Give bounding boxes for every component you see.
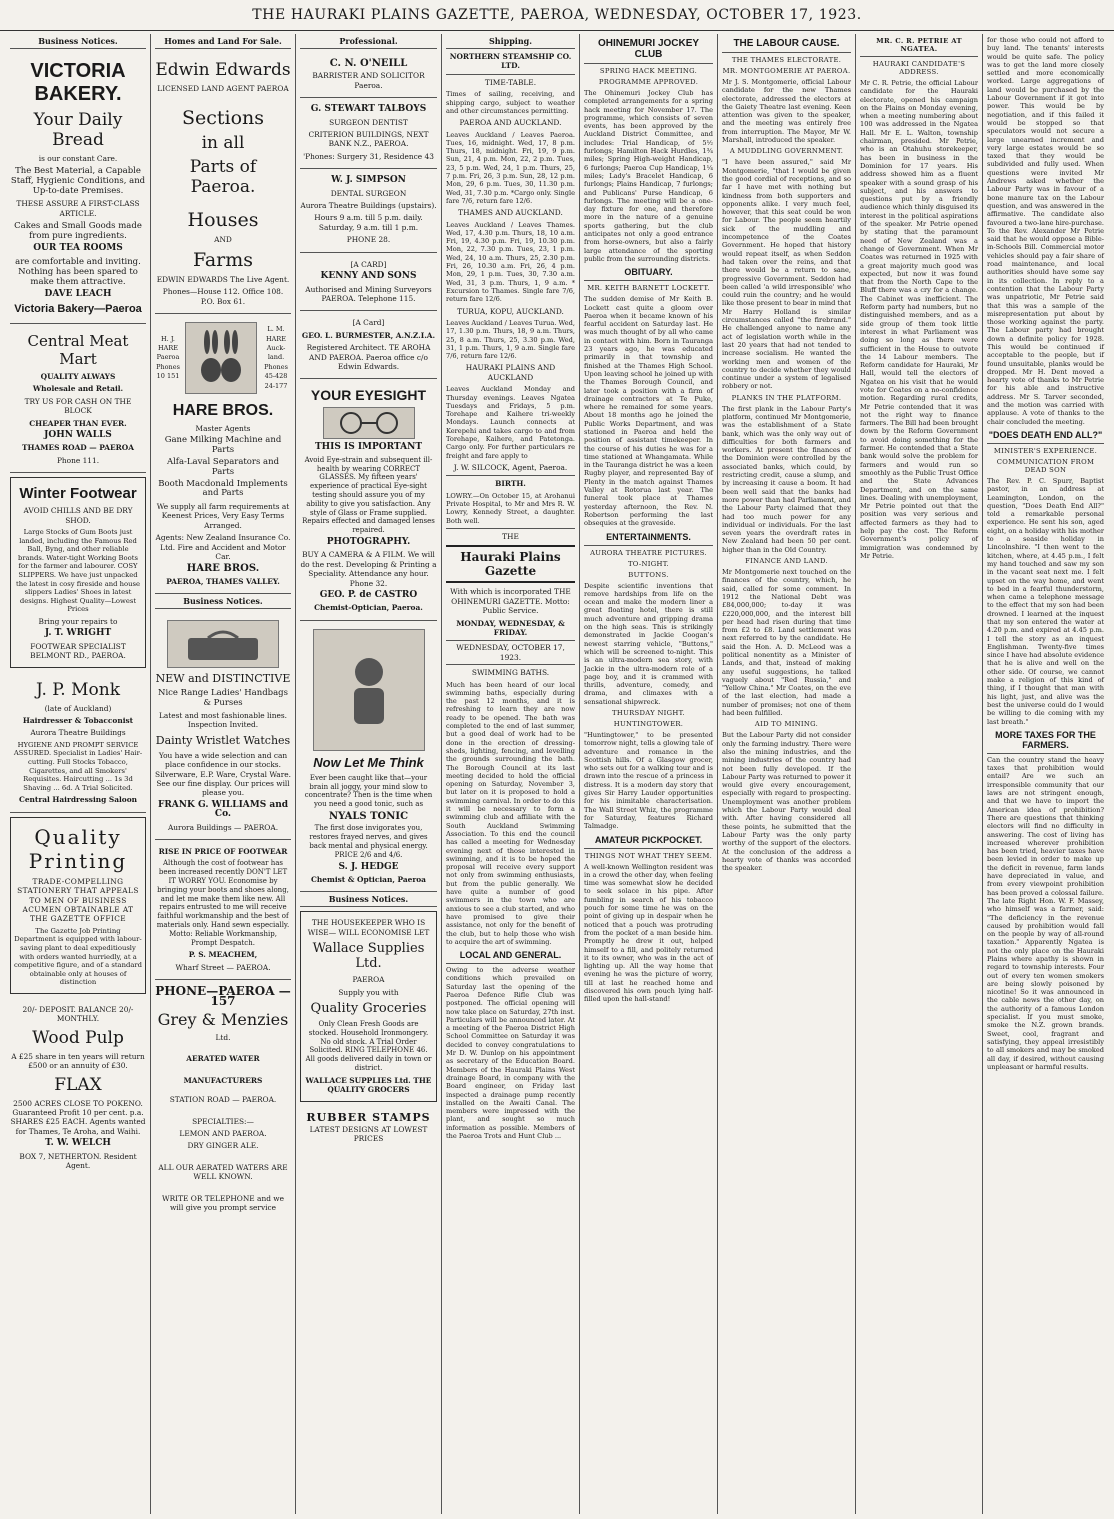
ad-title: Dainty Wristlet Watches: [155, 733, 291, 747]
ad-text: HARE BROS.: [186, 563, 260, 575]
section-header: Homes and Land For Sale.: [155, 34, 291, 49]
ad-text: Registered Architect. TE AROHA AND PAEROA. Paeroa office c/o Edwin Edwards.: [306, 343, 431, 371]
article-title: AMATEUR PICKPOCKET.: [584, 835, 713, 849]
shipping-route: PAEROA AND AUCKLAND.: [459, 118, 562, 128]
ad-text: [A CARD]: [350, 259, 387, 269]
article-body: Mr Montgomerie next touched on the finances of the country, which, he said, called for some comment. In 1912 the National Debt was £84,000,000; to-day it was £220,000,000, and the interest bill per head had risen during that time from £2 to £8. Land settlement was next referred to by the candidate. He said the Hon. A. D. McLeod was a political nonentity as a Minister of Lands, and that, instead of making any useful suggestions, he talked vaguely about "Red Russia," and "Yellow China." Mr Coates, on the eve of the last election, had made a number of promises; not one of them had been fulfilled.: [722, 568, 851, 718]
ad-title: Grey & Menzies: [157, 1010, 289, 1029]
ad-grey-menzies: [155, 980, 291, 1219]
ad-text: STATION ROAD — PAEROA.: [169, 1095, 277, 1105]
ad-text: are comfortable and inviting. Nothing has been spared to make them attractive.: [15, 256, 141, 287]
shipping-route: THAMES AND AUCKLAND.: [458, 208, 563, 218]
shipping-route: HAURAKI PLAINS AND AUCKLAND: [465, 363, 556, 382]
flag-date: WEDNESDAY, OCTOBER 17, 1923.: [446, 640, 575, 665]
ad-text: We supply all farm requirements at Keenest Prices, Very Easy Terms Arranged.: [156, 501, 290, 530]
rabbits-illustration: [185, 322, 257, 394]
spectacles-icon: [329, 411, 409, 435]
ad-text: in all: [201, 133, 245, 154]
ad-text: FOOTWEAR SPECIALIST BELMONT RD., PAEROA.: [30, 641, 126, 661]
ad-text: Latest and most fashionable lines. Inspection Invited.: [158, 710, 288, 730]
article-body: Much has been heard of our local swimming baths, especially during the past 12 months, and it is refreshing to learn they are now ready to be opened. The bath was completed to the end of last summer, but a good deal of work had to be done in the erection of dressing-sheds, lighting, fencing, and levelling the grounds surrounding the bath. The Borough Council at its last meeting decided to hold the official opening on Saturday, November 3, but later on it is proposed to hold a swimming carnival. In order to do this it will be necessary to form a swimming club and affiliate with the South Auckland Swimming Association. To this end the council has called a meeting for Wednesday evening next of those interested in swimming, and it is to be hoped the proposal will receive every support not only from swimming enthusiasts, but from the public generally. We have quite a number of good swimmers in the town who are anxious to see a club started, and who have promised to give their assistance, not only for the benefit of the club, but to help those who wish to acquire the art of swimming.: [446, 680, 575, 946]
ad-title: RUBBER STAMPS: [306, 1110, 431, 1124]
ad-text: THAMES ROAD — PAEROA: [22, 443, 134, 453]
article-body: "I have been assured," said Mr Montgomerie, "that I would be given the good cordial of receptions, and so far I have met with nothing but kindness from both supporters and opponents alike. I very much feel, however, that this seat could be won for Labour. The people seem heartily sick of the muddling and incompetence of the Coates Government. He hoped that history would repeat itself, as when Seddon had taken over the reins, and that there would be a return to sane, progressive Government. Seddon had been called 'a wild irresponsible' who could ruin the country; and he would like those present to bear in mind that Mr Harry Holland is similar circumstances called "the firebrand." He challenged anyone to name any act of legislation worth while in the last 20 years that had not tended to increase socialism. He wanted the working men and women of the country to decide whether they would continue under a system of legalised robbery or not.: [722, 158, 851, 391]
article-title: THE LABOUR CAUSE.: [722, 38, 851, 53]
masthead: THE HAURAKI PLAINS GAZETTE, PAEROA, WEDNESDAY, OCTOBER 17, 1923.: [0, 0, 1114, 31]
ad-title: Winter Footwear: [19, 485, 137, 503]
ad-text: Alfa-Laval Separators and Parts: [166, 457, 280, 477]
ad-text: TRADE-COMPELLING STATIONERY THAT APPEALS TO MEN OF BUSINESS ACUMEN OBTAINABLE AT THE GAZETTE OFFICE: [17, 876, 139, 924]
ad-text: H. J. HARE Paeroa Phones 10 151: [156, 334, 180, 381]
ad-title: Edwin Edwards: [155, 60, 291, 80]
ad-text: Chemist & Optician, Paeroa: [311, 874, 426, 884]
ad-wallace-supplies: [300, 911, 437, 1101]
ad-text: DAVE LEACH: [44, 288, 112, 299]
section-header: Professional.: [300, 34, 437, 49]
ad-kenny: [300, 253, 437, 312]
article-subtitle: HAURAKI CANDIDATE'S ADDRESS.: [872, 60, 966, 76]
ad-text: A £25 share in ten years will return £500 or an annuity of £30.: [11, 1051, 145, 1071]
ad-eyesight: [300, 379, 437, 620]
shipping-company: NORTHERN STEAMSHIP CO. LTD.: [449, 52, 572, 71]
ad-title: FLAX: [54, 1074, 102, 1095]
thinking-man-icon: [334, 650, 404, 730]
ad-text: Wholesale and Retail.: [32, 384, 124, 394]
ad-quality-printing: [10, 817, 146, 994]
ad-text: ALL OUR AERATED WATERS ARE WELL KNOWN.: [158, 1162, 288, 1182]
ad-text: S. J. HEDGE: [338, 861, 399, 872]
ad-text: L. M. HARE Auck-land. Phones 45-428 24-177: [264, 325, 288, 390]
article-subtitle: THINGS NOT WHAT THEY SEEM.: [584, 851, 713, 860]
ad-title: G. STEWART TALBOYS: [310, 104, 427, 115]
ad-text: Chemist-Optician, Paeroa.: [314, 603, 423, 613]
article-body: The Rev. P. C. Spurr, Baptist pastor, in an address at Leamington, London, on the question, "Does Death End All?" told a remarkable personal experience. He sent his son, aged eight, on a holiday with his mother to a seaside holiday in Lincolnshire. "I then went to the kitchen, where, at 4.45 p.m., I felt my hand touched and saw my son in the vacant seat next me. I felt upset on the way home, and went to bed in a fearful thunderstorm, when came a telephone message to the effect that my son had been drowned. I learned at the inquest that my son entered the water at 4.20 p.m. and expired at 4.45 p.m. I tell the story as an inquest Englishman. Twenty-five times since I have had absolute evidence that he is alive and well on the other side. Of course, we cannot make a religion of this kind of thing, if I thought that man with his light, just, and alive was the best the universe could do I would be willing to die coming with my last breath.": [987, 476, 1104, 726]
article-subtitle: SPRING HACK MEETING.: [599, 67, 698, 75]
article-subtitle: PROGRAMME APPROVED.: [598, 78, 699, 86]
ad-text: The Best Material, a Capable Staff, Hygienic Conditions, and Up-to-date Premises.: [10, 166, 146, 197]
ad-jp-monk: [10, 672, 146, 813]
article-body: The Ohinemuri Jockey Club has completed arrangements for a spring hack meeting for November 17. The programme, which consists of seven events, has been approved by the Auckland District Committee, and includes: Trial Handicap, of 5½ furlongs; Hamilton Hack Hurdles, 1¾ miles; Spring High-weight Handicap, 6 furlongs; Paeroa Cup Handicap, 1¼ miles; Lady's Bracelet Handicap, 6 furlongs; Plains Handicap, 7 furlongs; and Publicans' Purse Handicap, 6 furlongs. The meeting will be a one-day fixture for one, and therefore more in the nature of a genuine sports gathering, but the club anticipates not only a good entrance from horse-owners, but also a fairly large attendance of the sporting public from the surrounding districts.: [584, 89, 713, 263]
ad-title: Wood Pulp: [32, 1027, 124, 1048]
article-subtitle: BUTTONS.: [628, 570, 669, 579]
ad-text: Farms: [192, 248, 254, 271]
ad-text: MANUFACTURERS: [183, 1075, 263, 1085]
ad-text: Ever been caught like that—your brain all joggy, your mind slow to concentrate? Then is the time when you need a good tonic, such as: [304, 773, 433, 809]
ad-text: Aurora Theatre Buildings (upstairs).: [300, 201, 437, 211]
ad-text: OUR TEA ROOMS: [33, 243, 123, 254]
ad-text: Gane Milking Machine and Parts: [164, 435, 282, 455]
ad-hare-bros: [155, 314, 291, 594]
ad-text: PHONE—PAEROA —157: [155, 984, 291, 1008]
ad-text: Sections: [181, 107, 265, 130]
ad-text: THIS IS IMPORTANT: [314, 442, 423, 453]
article-body: The first plank in the Labour Party's platform, continued Mr Montgomerie, was the establishment of a State bank, which was the only way out of difficulties for both farmers and workers. At present the finances of the Dominion were controlled by the associated banks, which could, by restricting credit, cause a slump, and by increasing it cause a boom. It had been well said that the banks had more power than had Parliament, and the Labour Party claimed that they had too much power for any individual or individuals. For the last seven years the overdraft rates in New Zealand had been 50 per cent. higher than in the Old Country.: [722, 404, 851, 554]
ad-text: JOHN WALLS: [44, 430, 112, 441]
ad-text: THE HOUSEKEEPER WHO IS WISE— WILL ECONOMISE LET: [307, 918, 430, 937]
article-body: "Huntingtower," to be presented tomorrow night, tells a glowing tale of adventure and romance in the Scottish hills. Of a Glasgow grocer, who sets out for a walking tour and is drawn into the rescue of a princess in distress. It is a modern day story that gives Sir Harry Lauder opportunities for his inimitable characterisation. The Wall Street Whiz, the programme for Saturday, features Richard Talmadge.: [584, 731, 713, 831]
ad-simpson: [300, 169, 437, 252]
article-title: SWIMMING BATHS.: [471, 668, 550, 678]
ad-text: CHEAPER THAN EVER.: [29, 418, 127, 428]
article-title: OBITUARY.: [584, 267, 713, 281]
ad-burmester: [300, 311, 437, 379]
ad-text: SURGEON DENTIST: [329, 117, 408, 127]
ad-text: NYALS TONIC: [328, 810, 409, 822]
article-subtitle: A MUDDLING GOVERNMENT.: [729, 147, 844, 156]
ad-text: Phone 111.: [56, 455, 100, 465]
ad-text: PAEROA, THAMES VALLEY.: [166, 576, 280, 586]
shipping-route: TURUA, KOPU, AUCKLAND.: [457, 306, 564, 316]
ad-text: Houses: [187, 209, 259, 232]
article-subtitle: AID TO MINING.: [754, 720, 819, 729]
ad-title: VICTORIA BAKERY.: [30, 60, 126, 105]
ad-text: QUALITY ALWAYS: [40, 372, 116, 382]
section-header: Business Notices.: [300, 892, 437, 907]
article-body: But the Labour Party did not consider only the farming industry. There were also the mining industries, and the mining industries of the country had not been fully developed. If the Labour Party was returned to power it would give every encouragement, especially with regard to prospecting. Unemployment was another problem which the Labour Party would deal with. After having considered all these points, he submitted that the Labour Party was the only party worthy of the support of the electors. At the conclusion of the address a hearty vote of thanks was accorded the speaker.: [722, 731, 851, 873]
ad-oneill: [300, 52, 437, 98]
ad-text: PHONE 28.: [346, 235, 391, 245]
column-labour-cause: [718, 34, 856, 1514]
birth-title: BIRTH.: [495, 479, 526, 489]
section-header: Shipping.: [446, 34, 575, 49]
ad-title: HARE BROS.: [172, 402, 274, 420]
article-subtitle: HUNTINGTOWER.: [613, 720, 684, 728]
ad-text: Supply you with: [338, 987, 399, 997]
ad-text: 20/- DEPOSIT. BALANCE 20/- MONTHLY.: [22, 1005, 134, 1024]
ad-text: [A Card]: [352, 318, 385, 328]
column-petrie: [856, 34, 983, 1514]
handbag-icon: [178, 626, 268, 662]
flag-days: MONDAY, WEDNESDAY, & FRIDAY.: [456, 618, 565, 637]
shipping-subtitle: TIME-TABLE.: [484, 77, 537, 87]
ad-rubber-stamps: [300, 1106, 437, 1151]
article-body: for those who could not afford to buy land. The tenants' interests would be quite safe. The policy was to get the land more closely settled and more economically worked. Large aggregations of land would be purchased by the Labour Government if it got into power. This would be by negotiation, and if this failed it would be stopped so that speculators would not secure a large unearned increment and very large estates would be so taxed that they would be subdivided and fully used. When questions were invited Mr Andrews asked whether the Labour Party was in favour of a bone manure tax on the Labour question, and was answered in the affirmative. The candidate also favoured a two-lane hire-purchase. To the Rev. Alexander Mr Petrie said that he would oppose a Bible-in-Schools Bill. Commercial motor vehicles should pay a fair share of road maintenance, and local authorities should have some say in its collection. In reply to a contention that the Labour Party was unpatriotic, Mr Petrie said that this was a sample of the misrepresentation put about by those working against the party. The Labour party had brought down a definite policy for 1928. This would be continued if acceptable to the people, but if found unsuitable, planks would be dropped. Mr H. Dent moved a hearty vote of thanks to Mr Petrie for his able and instructive address. Mr S. Tarver seconded, and the motion was carried with applause. A vote of thanks to the chair concluded the meeting.: [987, 36, 1104, 426]
column-homes-and-land: [151, 34, 296, 1514]
ad-text: Aurora Theatre Buildings: [30, 728, 126, 738]
ad-title: GEO. L. BURMESTER, A.N.Z.I.A.: [301, 330, 436, 340]
ad-text: Ltd.: [215, 1033, 231, 1042]
handbag-illustration: [167, 620, 279, 668]
ad-title: C. N. O'NEILL: [329, 58, 408, 69]
ad-signature: Victoria Bakery—Paeroa: [14, 303, 142, 316]
ad-nyals-tonic: [300, 621, 437, 893]
ad-text: Only Clean Fresh Goods are stocked. Household Ironmongery. No old stock. A Trial Order Solicited. RING TELEPHONE 46. All goods delivered daily in town or district.: [305, 1019, 432, 1072]
shipping-text: Times of sailing, receiving, and shipping cargo, subject to weather and other circumstances permitting.: [446, 90, 575, 115]
article-title: LOCAL AND GENERAL.: [446, 950, 575, 964]
ad-title: Central Meat Mart: [27, 332, 129, 369]
article-subtitle: MR. KEITH BARNETT LOCKETT.: [587, 284, 710, 293]
ad-title: Wallace Supplies Ltd.: [312, 941, 425, 972]
article-subtitle: COMMUNICATION FROM DEAD SON: [996, 457, 1095, 474]
article-subtitle: THURSDAY NIGHT.: [612, 709, 685, 717]
ad-text: Large Stocks of Gum Boots just landed, including the Famous Red Ball, Byng, and other reliable brands. Water-tight Working Boots for the farmer and labourer. COSY SLIPPERS. We have just unpacked the latest in cosy fireside and house slippers Ladies' Shoes in latest designs. Highest Quality—Lowest Prices: [15, 528, 141, 614]
ad-talboys: [300, 98, 437, 169]
ad-text: Authorised and Mining Surveyors PAEROA. Telephone 115.: [305, 284, 432, 303]
ad-text: DENTAL SURGEON: [330, 188, 407, 198]
section-header: Business Notices.: [10, 34, 146, 49]
ad-text: 'Phones: Surgery 31, Residence 43: [303, 151, 434, 161]
thinking-man-illustration: [313, 629, 425, 751]
ad-edwin-edwards: [155, 52, 291, 314]
article-title: "DOES DEATH END ALL?": [987, 430, 1104, 444]
article-body: Despite scientific inventions that remove hardships from life on the ocean and make the modern liner a great floating hotel, there is still much adventure and gripping drama on the high seas. This is strikingly demonstrated in Jackie Coogan's newest starring vehicle, "Buttons," which will be screened to-night. This is an ultra-modern sea story, with Jackie in the ultra-modern role of a page boy, and it is crammed with thrills, adventure, comedy, and drama, and climaxes with a sensational shipwreck.: [584, 581, 713, 706]
shipping-schedule: Leaves Auckland / Leaves Turua. Wed, 17, 1.30 p.m. Thurs, 18, 9 a.m. Thurs, 25, 8 a.m. Thurs, 25, 3.30 p.m. Wed, 31, 1 p.m. Thurs, 1, 9 a.m. Single fare 7/6, return fare 12/6.: [446, 318, 575, 361]
spectacles-illustration: [323, 407, 415, 439]
ad-text: BOX 7, NETHERTON. Resident Agent.: [19, 1151, 137, 1171]
ad-victoria-bakery: [10, 52, 146, 324]
ad-text: BUY A CAMERA & A FILM. We will do the rest. Developing & Printing a Speciality. Attendance any hour. Phone 32.: [300, 550, 437, 588]
ad-central-meat-mart: [10, 324, 146, 473]
section-header: Business Notices.: [155, 594, 291, 609]
ad-text: Central Hairdressing Saloon: [18, 795, 138, 805]
article-title: MR. C. R. PETRIE AT NGATEA.: [876, 37, 962, 53]
article-subtitle: FINANCE AND LAND.: [745, 557, 828, 566]
ad-title: PHOTOGRAPHY.: [326, 536, 411, 547]
ad-text: WRITE OR TELEPHONE and we will give you prompt service: [162, 1193, 284, 1213]
ad-frank-williams: [155, 612, 291, 840]
ad-text: Phones—House 112. Office 108. P.O. Box 61.: [162, 287, 284, 306]
article-subtitle: MR. MONTGOMERIE AT PAEROA.: [722, 67, 851, 75]
ad-text: Bring your repairs to: [38, 617, 118, 627]
ad-title: KENNY AND SONS: [320, 271, 417, 282]
birth-notice: LOWRY.—On October 15, at Arohanui Private Hospital, to Mr and Mrs R. W. Lowry, Kennedy Street, a daughter. Both well.: [446, 491, 575, 525]
article-body: Mr C. R. Petrie, the official Labour candidate for the Hauraki electorate, opened his campaign on the Plains on Monday evening, when a meeting numbering about 100 was addressed in the Ngatea Hall. Mr E. L. Walton, township chairman, presided. Mr Petrie, who is an Otahuhu storekeeper, has been in business in the Dominion for 17 years. His address showed him as a fluent speaker with a sound grasp of his subject, and his answers to questions put by a friendly audience which thinly disguised its interest in the political aspirations of the speaker. Mr Petrie opened by stating that the paramount need of New Zealand was a change of Government. When Mr Coates was returned in 1925 with a great majority much good was expected, but now it was found that from the North Cape to the Bluff there was a cry for a change. The Cabinet was inefficient. The Reform party had numbers, but no distinguished members, and as a side group of them took little interest in what Parliament was doing so long as there were sufficient in the House to outvote the 14 Labour members. The Reform candidate for Hauraki, Mr Hall, would tell the electors of Ngatea on his visit that he would vote for Coates on a no-confidence motion. Regarding rural credits, Mr Petrie contended that it was not the right way to finance farmers. The Bill had been brought down by the Reform Government to avoid doing something for the farmer. He contended that a State bank would solve the problem for farmers and would run so smoothly as the Public Trust Office and the State Advances Department, and on the same lines. Dealing with unemployment, Mr Petrie pointed out that the position was very serious and affected farmers as they had to help pay the cost. The Reform Government's policy of immigration was condemned by Mr Petrie.: [860, 79, 978, 560]
flag-the: THE: [502, 531, 519, 541]
ad-title: Quality Printing: [28, 824, 128, 873]
article-subtitle: TO-NIGHT.: [627, 559, 670, 568]
flag-subtitle: With which is incorporated THE OHINEMURI GAZETTE. Motto: Public Service.: [450, 587, 571, 616]
ad-text: 2500 ACRES CLOSE TO POKENO. Guaranteed Profit 10 per cent. p.a. SHARES £25 EACH. Agents wanted for Thames, Te Aroha, and Waihi.: [10, 1098, 146, 1136]
article-title: ENTERTAINMENTS.: [584, 532, 713, 546]
ad-text: Quality Groceries: [310, 1000, 427, 1016]
article-body: Can the country stand the heavy taxes that prohibition would entail? Are we such an irresponsible community that our laws are not stringent enough, and that we have to import the American idea of prohibition? There are questions that thinking electors will find no difficulty in answering. The cost of living has increased wherever prohibition has been tried, heavier taxes have been levied in order to make up the deficit in revenue, farm lands have depreciated in value, and from every viewpoint prohibition has been proved a colossal failure. The late Right Hon. W. F. Massey, who himself was a farmer, said: "The deficiency in the revenue caused by prohibition would fall on the people by way of all-round taxation." Apparently Ngatea is not the only place on the Hauraki Plains where apathy is shown in regard to township interests. Four out of every ten women smokers are being slowly poisoned by nicotine! So it was announced in the cable news the other day, on the authority of a famous London specialist. If you must smoke, smoke the N.Z. grown brands. Sweet, cool, fragrant and satisfying, they appeal irresistibly to all smokers and may be smoked all day, if desired, without causing unpleasant or harmful results.: [987, 755, 1104, 1071]
ad-text: Agents: New Zealand Insurance Co. Ltd. Fire and Accident and Motor Car.: [155, 533, 291, 561]
ad-text: PAEROA: [352, 975, 385, 985]
shipping-schedule: Leaves Auckland / Leaves Thames. Wed, 17, 4.30 p.m. Thurs, 18, 10 a.m. Fri, 19, 4.30 p.m. Fri, 19, 10.30 p.m. Mon, 22, 7.30 p.m. Tues, 23, 1 p.m. Wed, 24, 10 a.m. Thurs, 25, 2.30 p.m. Fri, 26, 10.30 a.m. Fri, 26, 4 p.m. Mon, 29, 1 p.m. Tues, 30, 7.30 a.m. Wed, 31, 3 p.m. Thurs, 1, 9 a.m. * Excursion to Thames. Single fare 7/6, return fare 12/6.: [446, 220, 575, 304]
ad-text: TRY US FOR CASH ON THE BLOCK: [24, 396, 132, 416]
ad-text: WALLACE SUPPLIES Ltd. THE QUALITY GROCERS: [305, 1075, 432, 1095]
column-shipping: [442, 34, 580, 1514]
ad-title: W. J. SIMPSON: [331, 175, 406, 186]
rabbit-icon: [191, 328, 251, 388]
ad-slogan: Your Daily Bread: [33, 110, 123, 150]
ad-text: Parts of Paeroa.: [189, 157, 257, 198]
ad-text: Hours 9 a.m. till 5 p.m. daily. Saturday, 9 a.m. till 1 p.m.: [314, 213, 423, 232]
ad-text: is our constant Care.: [38, 154, 118, 163]
ad-text: FRANK G. WILLIAMS and Co.: [157, 799, 289, 820]
ad-text: LATEST DESIGNS AT LOWEST PRICES: [309, 1124, 428, 1144]
ad-meachem: [155, 840, 291, 980]
ad-text: EDWIN EDWARDS The Live Agent.: [156, 274, 290, 284]
ad-text: LEMON AND PAEROA.: [179, 1129, 267, 1139]
article-title: MORE TAXES FOR THE FARMERS.: [987, 730, 1104, 754]
ad-text: AND: [214, 235, 232, 245]
article-body: Mr J. S. Montgomerie, official Labour candidate for the new Thames electorate, addressed the electors at the Gaiety Theatre last evening. Keen attention was given to the speaker, and the meeting was entirely free from interruption. The Mayor, Mr W. Marshall, introduced the speaker.: [722, 78, 851, 145]
ad-text: HYGIENE AND PROMPT SERVICE ASSURED. Specialist in Ladies' Hair-cutting. Full Stocks Tobacco, Cigarettes, and all Smokers' Requisites. Haircutting ... 1s 3d Shaving ... 6d. A Trial Solicited.: [13, 740, 143, 792]
ad-text: Nice Range Ladies' Handbags & Purses: [158, 688, 288, 708]
column-jockey-club: [580, 34, 718, 1514]
newspaper-flag: Hauraki Plains Gazette: [446, 545, 575, 583]
ad-text: DRY GINGER ALE.: [187, 1141, 259, 1151]
shipping-agent: J. W. SILCOCK, Agent, Paeroa.: [453, 462, 568, 472]
ad-text: The Gazette Job Printing Department is equipped with labour-saving plant to deal expeditiously with orders wanted hurriedly, at a competitive figure, and of a standard obtainable only at houses of distinction: [14, 926, 142, 987]
ad-title: Now Let Me Think: [313, 754, 424, 770]
ad-text: J. T. WRIGHT: [44, 628, 112, 639]
ad-text: Cakes and Small Goods made from pure ingredients.: [14, 221, 142, 242]
column-business-notices: [6, 34, 151, 1514]
ad-text: AVOID CHILLS AND BE DRY SHOD.: [23, 506, 133, 525]
ad-text: P. S. MEACHEM,: [188, 950, 258, 960]
ad-text: SPECIALTIES:—: [192, 1116, 254, 1126]
article-body: The sudden demise of Mr Keith B. Lockett cast quite a gloom over Paeroa when it became known of his fearful accident on Saturday last. He was much thought of by all who came in contact with him. Born in Tauranga 23 years ago, he was educated primarily in that township and finished at the Thames High School. Upon leaving school he joined up with the Thames Borough Council, and later took a position with a firm of drainage contractors at Te Puke, where he remained for some years. About 18 months ago he joined the Public Works Department, and was stationed in Paeroa and held the position of assistant timekeeper. In the course of his duties he was for a time stationed at Whangamata. While in the Tauranga district he was a keen Rugby player, and represented Bay of Plenty in the match against Thames Valley at Rotorua last year. The funeral took place at Thames yesterday afternoon, the Rev. N. Robertson performing the last obsequies at the graveside.: [584, 295, 713, 528]
ad-winter-footwear: [10, 477, 146, 667]
ad-text: Booth Macdonald Implements and Parts: [158, 479, 288, 499]
ad-text: T. W. WELCH: [45, 1138, 111, 1149]
article-subtitle: AURORA THEATRE PICTURES.: [590, 548, 707, 557]
ad-text: Hairdresser & Tobacconist: [22, 716, 134, 726]
article-title: OHINEMURI JOCKEY CLUB: [584, 38, 713, 64]
ad-text: Aurora Buildings — PAEROA.: [167, 822, 279, 832]
ad-text: LICENSED LAND AGENT PAEROA: [157, 84, 289, 93]
ad-text: BARRISTER AND SOLICITOR Paeroa.: [312, 71, 425, 90]
ad-text: CRITERION BUILDINGS, NEXT BANK N.Z., PAEROA.: [308, 130, 429, 149]
ad-text: (late of Auckland): [44, 703, 112, 713]
ad-text: The first dose invigorates you, restores frayed nerves, and gives back mental and physical energy. PRICE 2/6 and 4/6.: [309, 824, 428, 859]
shipping-schedule: Leaves Auckland Monday and Thursday evenings. Leaves Ngatea Tuesdays and Fridays, 5 p.m. Torehape and Kaihere tri-weekly Mondays. Launch connects at Kerepehi and takes cargo to and from Torehape, Kaihere, and Patetonga. Cargo only. For further particulars re freight and fare apply to: [446, 385, 575, 460]
ad-text: Although the cost of footwear has been increased recently DON'T LET IT WORRY YOU. Economise by bringing your boots and shoes along, and let me make them like new. All repairs entrusted to me will receive faithful workmanship and the best of materials only. Hand sewn especially. Motto: Reliable Workmanship, Prompt Despatch.: [156, 859, 290, 947]
columns: [6, 34, 1108, 1514]
article-subtitle: PLANKS IN THE PLATFORM.: [731, 393, 842, 402]
ad-text: Avoid Eye-strain and subsequent ill-health by wearing CORRECT GLASSES. My fifteen years' experience of practical Eye-sight testing should assure you of my ability to give you satisfaction. Any style of Glass or Frame supplied. Repairs effected and damaged lenses repaired.: [302, 455, 435, 535]
ad-text: GEO. P. de CASTRO: [319, 589, 418, 600]
ad-text: THESE ASSURE A FIRST-CLASS ARTICLE.: [16, 199, 140, 218]
ad-text: You have a wide selection and can place confidence in our stocks. Silverware, E.P. Ware, Crystal Ware. See our fine display. Our prices will please you.: [155, 750, 291, 798]
ad-text: AERATED WATER: [186, 1054, 260, 1064]
ad-text: Master Agents: [195, 424, 251, 434]
ad-title: NEW and DISTINCTIVE: [155, 672, 291, 686]
column-professional: [296, 34, 442, 1514]
article-subtitle: THE THAMES ELECTORATE.: [731, 56, 842, 64]
article-body: Owing to the adverse weather conditions which prevailed on Saturday last the opening of the Paeroa Defence Rifle Club was postponed. The official opening will now take place on Saturday, 27th inst. Particulars will be announced later. At a meeting of the Paeroa District High School Committee on Saturday it was decided to convey congratulations to Mr D. W. Dunlop on his appointment as secretary of the Education Board. Members of the Hauraki Plains West drainage Board, in company with the Board engineer, on Friday last inspected a drainage pump recently installed on the Awaiti Canal. The members were impressed with the plant, and sought so much information as possible. Members of the Paeroa Trots and Hunt Club ...: [446, 966, 575, 1141]
ad-title: YOUR EYESIGHT: [310, 387, 427, 404]
article-body: A well-known Wellington resident was in a crowd the other day, when feeling time was somewhat slow he decided to seek solace in his pipe. After fumbling in search of his tobacco pouch for some time he was on the point of giving up in despair when he noticed that a pouch was protruding from the pocket of a man beside him. Promptly he drew it out, helped himself to a fill, and politely returned it to its owner, who was in the act of lighting up. All the way home that evening he was the picture of worry, till at last he reached home and discovered his own pouch lying half-filled upon the hall-stand!: [584, 862, 713, 1004]
shipping-schedule: Leaves Auckland / Leaves Paeroa. Tues, 16, midnight. Wed, 17, 8 p.m. Thurs, 18, midnight. Fri, 19, 9 p.m. Sun, 21, 4 p.m. Mon, 22, 2 p.m. Tues, 23, 5 p.m. Wed, 24, 1 p.m. Thurs, 25, 7 p.m. Fri, 26, 3 p.m. Sun, 28, 12 p.m. Mon, 29, 6 p.m. Tues, 30, 11.30 p.m. Wed, 31, 7.30 p.m. *Cargo only. Single fare 7/6, return fare 12/6.: [446, 130, 575, 205]
ad-title: RISE IN PRICE OF FOOTWEAR: [158, 847, 288, 856]
ad-title: J. P. Monk: [36, 679, 120, 700]
ad-text: Wharf Street — PAEROA.: [175, 962, 271, 972]
article-subtitle: MINISTER'S EXPERIENCE.: [993, 446, 1098, 455]
column-misc: [983, 34, 1108, 1514]
ad-wood-pulp: [10, 998, 146, 1177]
